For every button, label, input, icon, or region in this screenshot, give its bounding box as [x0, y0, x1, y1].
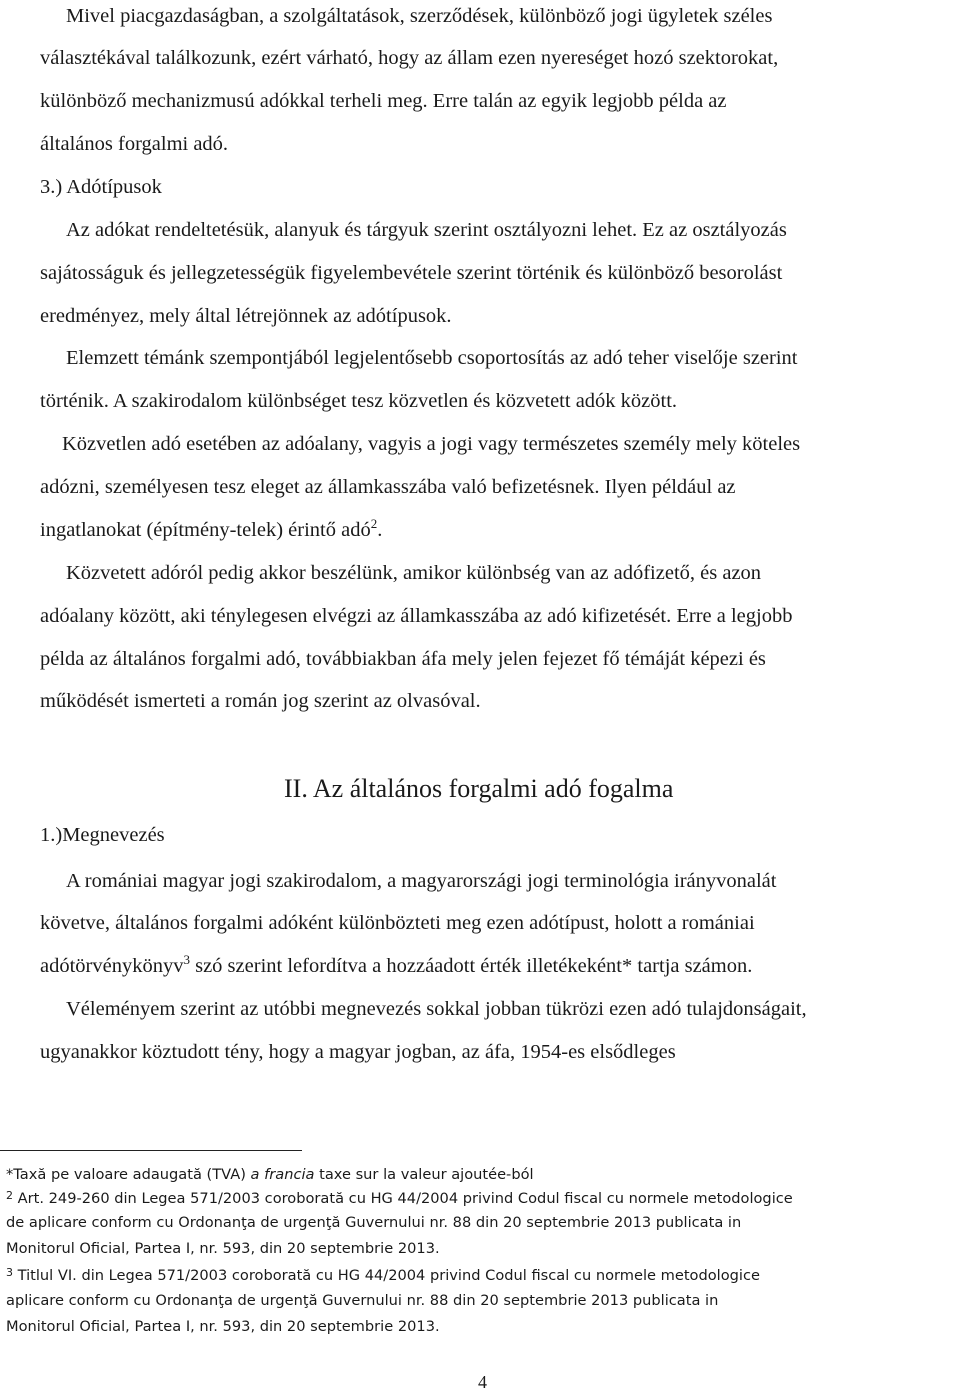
paragraph-line: A romániai magyar jogi szakirodalom, a magyarországi jogi terminológia irányvonalát — [66, 870, 777, 892]
footnote-text: taxe sur la valeur ajoutée-ból — [314, 1166, 534, 1183]
section-title: 3.) Adótípusok — [40, 176, 162, 198]
footnote-text: *Taxă pe valoare adaugată (TVA) — [6, 1166, 251, 1183]
paragraph-line: különböző mechanizmusú adókkal terheli meg. Erre talán az egyik legjobb példa az — [40, 90, 727, 112]
footnote-3 — [6, 1267, 760, 1285]
footnote-text: Titlul VI. din Legea 571/2003 coroborată cu HG 44/2004 privind Codul fiscal cu normele metodologice — [13, 1267, 760, 1284]
paragraph-line: eredményez, mely által létrejönnek az adótípusok. — [40, 305, 452, 327]
paragraph-line: követve, általános forgalmi adóként különbözteti meg ezen adótípust, holott a romániai — [40, 912, 755, 934]
footnote-text: Art. 249-260 din Legea 571/2003 coroborată cu HG 44/2004 privind Codul fiscal cu normele metodologice — [13, 1190, 793, 1207]
paragraph-line: adóalany között, aki ténylegesen elvégzi az államkasszába az adó kifizetését. Erre a legjobb — [40, 605, 793, 627]
footnote-line: de aplicare conform cu Ordonanţa de urgenţă Guvernului nr. 88 din 20 septembrie 2013 publicata in — [6, 1214, 742, 1231]
footnote-separator — [0, 1150, 302, 1151]
line-text: adótörvénykönyv — [40, 955, 184, 977]
paragraph-line: adózni, személyesen tesz eleget az államkasszába való befizetésnek. Ilyen például az — [40, 476, 736, 498]
paragraph-line: történik. A szakirodalom különbséget tesz közvetlen és közvetett adók között. — [40, 390, 678, 412]
footnote-2 — [6, 1190, 793, 1208]
paragraph-line: sajátosságuk és jellegzetességük figyelembevétele szerint történik és különböző besorolást — [40, 262, 783, 284]
footnote-number: 3 — [6, 1266, 13, 1279]
paragraph-line: Elemzett témánk szempontjából legjelentősebb csoportosítás az adó teher viselője szerint — [66, 347, 798, 369]
paragraph-line — [40, 954, 752, 978]
subsection-label: 1.)Megnevezés — [40, 824, 165, 846]
footnote-line: Monitorul Oficial, Partea I, nr. 593, din 20 septembrie 2013. — [6, 1240, 440, 1257]
line-text: ingatlanokat (építmény-telek) érintő adó — [40, 519, 371, 541]
paragraph-line: működését ismerteti a román jog szerint az olvasóval. — [40, 690, 481, 712]
footnote-line: aplicare conform cu Ordonanţa de urgenţă Guvernului nr. 88 din 20 septembrie 2013 publicata in — [6, 1292, 719, 1309]
footnote-star — [6, 1166, 534, 1184]
section-heading: II. Az általános forgalmi adó fogalma — [284, 774, 674, 803]
paragraph-line: Közvetett adóról pedig akkor beszélünk, amikor különbség van az adófizető, és azon — [66, 562, 762, 584]
paragraph-line: általános forgalmi adó. — [40, 133, 229, 155]
footnote-italic: a francia — [250, 1166, 315, 1183]
footnote-reference[interactable]: 2 — [370, 516, 378, 531]
paragraph-line: Véleményem szerint az utóbbi megnevezés sokkal jobban tükrözi ezen adó tulajdonságait, — [66, 998, 807, 1020]
paragraph-line — [40, 518, 382, 542]
paragraph-line: választékával találkozunk, ezért várható, hogy az állam ezen nyereséget hozó szektorokat, — [40, 47, 779, 69]
line-text: szó szerint lefordítva a hozzáadott érték illetékeként* tartja számon. — [189, 955, 753, 977]
line-text: . — [377, 519, 383, 541]
paragraph-line: Az adókat rendeltetésük, alanyuk és tárgyuk szerint osztályozni lehet. Ez az osztályozás — [66, 219, 787, 241]
paragraph-line: Mivel piacgazdaságban, a szolgáltatások, szerződések, különböző jogi ügyletek széles — [66, 5, 773, 27]
paragraph-line: példa az általános forgalmi adó, továbbiakban áfa mely jelen fejezet fő témáját képezi és — [40, 648, 766, 670]
paragraph-line: Közvetlen adó esetében az adóalany, vagyis a jogi vagy természetes személy mely köteles — [62, 433, 801, 455]
page-number: 4 — [478, 1372, 487, 1392]
footnote-number: 2 — [6, 1189, 13, 1202]
paragraph-line: ugyanakkor köztudott tény, hogy a magyar jogban, az áfa, 1954-es elsődleges — [40, 1041, 676, 1063]
footnote-line: Monitorul Oficial, Partea I, nr. 593, din 20 septembrie 2013. — [6, 1318, 440, 1335]
footnote-reference[interactable]: 3 — [183, 952, 190, 967]
